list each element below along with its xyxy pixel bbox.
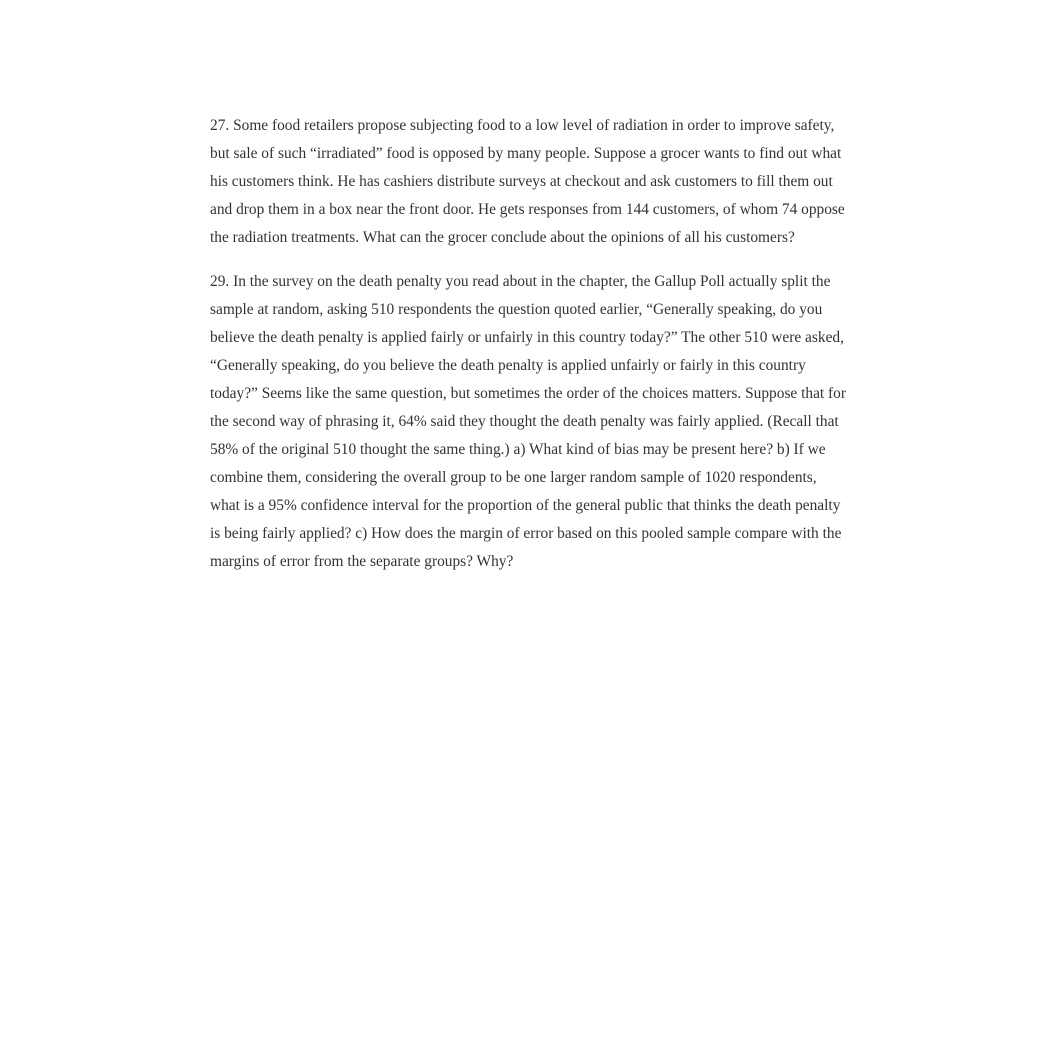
question-27: 27. Some food retailers propose subjecting food to a low level of radiation in order to improve safety, but sale of such “irradiated” food is opposed by many people. Suppose a grocer wants to find out what his customers think. He has cashiers distribute surveys at checkout and ask customers to fill them out and drop them in a box near the front door. He gets responses from 144 customers, of whom 74 oppose the radiation treatments. What can the grocer conclude about the opinions of all his customers? (210, 117, 845, 246)
document-page (210, 112, 850, 576)
question-29: 29. In the survey on the death penalty you read about in the chapter, the Gallup Poll actually split the sample at random, asking 510 respondents the question quoted earlier, “Generally speaking, do you believe the death penalty is applied fairly or unfairly in this country today?” The other 510 were asked, “Generally speaking, do you believe the death penalty is applied unfairly or fairly in this country today?” Seems like the same question, but sometimes the order of the choices matters. Suppose that for the second way of phrasing it, 64% said they thought the death penalty was fairly applied. (Recall that 58% of the original 510 thought the same thing.) a) What kind of bias may be present here? b) If we combine them, considering the overall group to be one larger random sample of 1020 respondents, what is a 95% confidence interval for the proportion of the general public that thinks the death penalty is being fairly applied? c) How does the margin of error based on this pooled sample compare with the margins of error from the separate groups? Why? (210, 273, 846, 570)
